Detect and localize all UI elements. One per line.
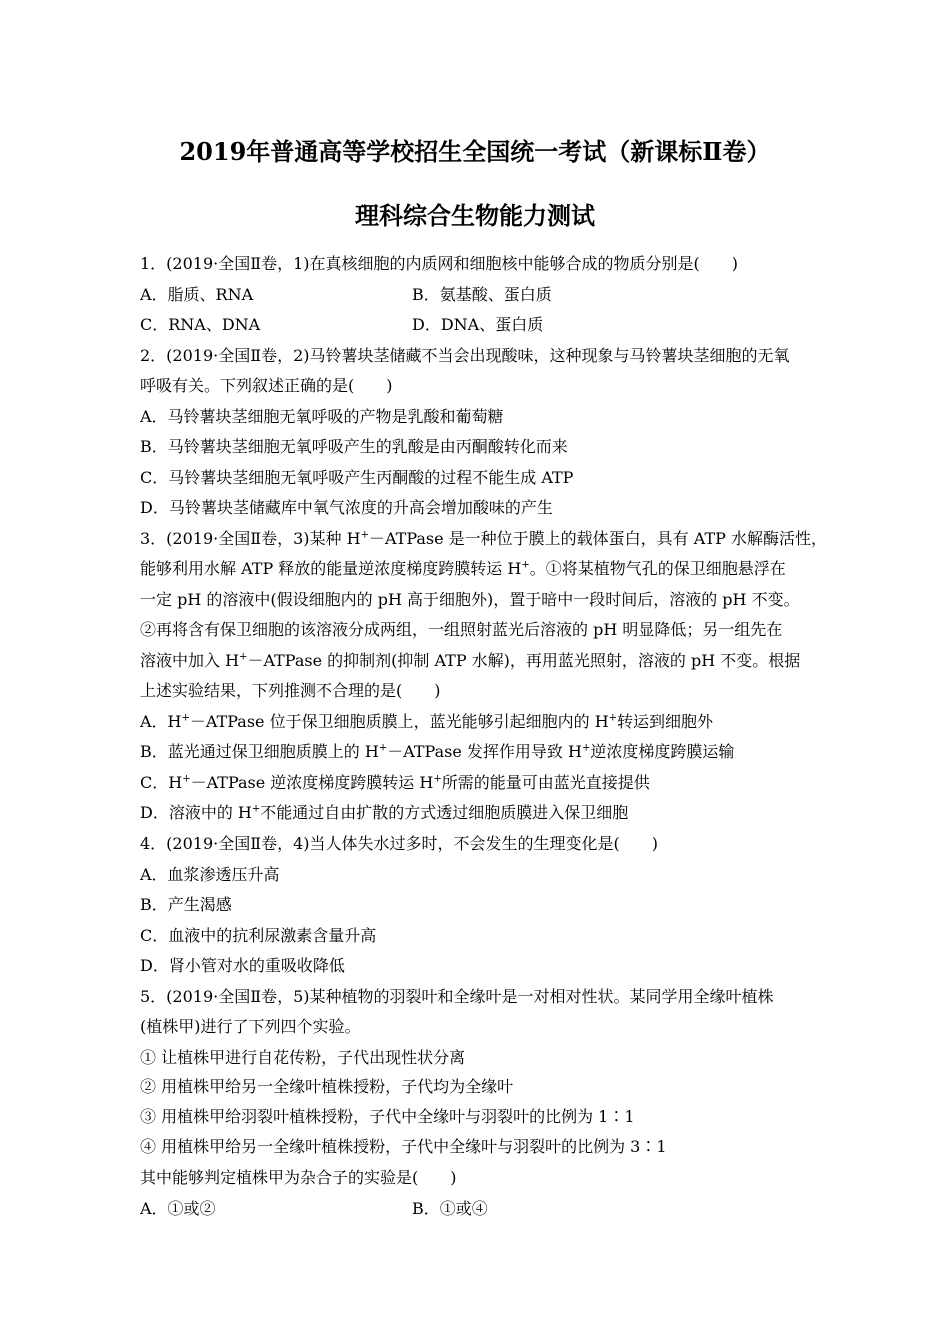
superscript-plus: + bbox=[433, 773, 442, 785]
question-2-option-a: A．马铃薯块茎细胞无氧呼吸的产物是乳酸和葡萄糖 bbox=[140, 407, 504, 426]
superscript-plus: + bbox=[239, 651, 248, 663]
question-5-experiment-1: ① 让植株甲进行自花传粉，子代出现性状分离 bbox=[140, 1048, 466, 1067]
text-segment: －ATPase 位于保卫细胞质膜上，蓝光能够引起细胞内的 H bbox=[189, 712, 609, 731]
question-3-option-d bbox=[140, 802, 628, 824]
question-2-option-d: D．马铃薯块茎储藏库中氧气浓度的升高会增加酸味的产生 bbox=[140, 498, 553, 517]
question-3-stem-line-6: 上述实验结果，下列推测不合理的是( ) bbox=[140, 681, 441, 700]
text-segment: D．溶液中的 H bbox=[140, 803, 252, 822]
question-3-stem-line-1 bbox=[140, 528, 827, 550]
text-segment: －ATPase 的抑制剂(抑制 ATP 水解)，再用蓝光照射，溶液的 pH 不变。根据 bbox=[247, 651, 801, 670]
question-5-prompt: 其中能够判定植株甲为杂合子的实验是( ) bbox=[140, 1168, 457, 1187]
text-segment: 逆浓度梯度跨膜运输 bbox=[590, 742, 735, 761]
question-5-experiment-4: ④ 用植株甲给另一全缘叶植株授粉，子代中全缘叶与羽裂叶的比例为 3∶1 bbox=[140, 1137, 667, 1156]
text-segment: －ATPase 逆浓度梯度跨膜转运 H bbox=[190, 773, 434, 792]
question-5-option-a: A．①或② bbox=[140, 1199, 216, 1218]
question-2-stem-line-1: 2．(2019·全国Ⅱ卷，2)马铃薯块茎储藏不当会出现酸味，这种现象与马铃薯块茎细胞的无氧 bbox=[140, 346, 790, 365]
question-4-option-b: B．产生渴感 bbox=[140, 895, 232, 914]
question-3-stem-line-4: ②再将含有保卫细胞的该溶液分成两组，一组照射蓝光后溶液的 pH 明显降低；另一组先在 bbox=[140, 620, 783, 639]
question-4-option-d: D．肾小管对水的重吸收降低 bbox=[140, 956, 345, 975]
question-5-experiment-2: ② 用植株甲给另一全缘叶植株授粉，子代均为全缘叶 bbox=[140, 1077, 514, 1096]
superscript-plus: + bbox=[181, 712, 190, 724]
text-segment: －ATPase 发挥作用导致 H bbox=[387, 742, 582, 761]
text-segment: C．H bbox=[140, 773, 183, 792]
superscript-plus: + bbox=[378, 742, 388, 754]
question-5-option-b: B．①或④ bbox=[412, 1199, 488, 1218]
question-1-option-a: A．脂质、RNA bbox=[140, 285, 254, 304]
text-segment: 3．(2019·全国Ⅱ卷，3)某种 H bbox=[140, 529, 361, 548]
question-2-stem-line-2: 呼吸有关。下列叙述正确的是( ) bbox=[140, 376, 393, 395]
question-4-stem: 4．(2019·全国Ⅱ卷，4)当人体失水过多时，不会发生的生理变化是( ) bbox=[140, 834, 659, 853]
text-segment: 。①将某植物气孔的保卫细胞悬浮在 bbox=[529, 559, 786, 578]
question-5-stem-line-2: (植株甲)进行了下列四个实验。 bbox=[140, 1017, 361, 1036]
question-3-option-a bbox=[140, 711, 713, 733]
superscript-plus: + bbox=[182, 773, 191, 785]
superscript-plus: + bbox=[581, 742, 591, 754]
superscript-plus: + bbox=[521, 559, 530, 571]
question-1-option-d: D．DNA、蛋白质 bbox=[412, 315, 544, 334]
question-2-option-c: C．马铃薯块茎细胞无氧呼吸产生丙酮酸的过程不能生成 ATP bbox=[140, 468, 574, 487]
question-3-option-c bbox=[140, 772, 650, 794]
text-segment: A．H bbox=[140, 712, 182, 731]
question-1-option-c: C．RNA、DNA bbox=[140, 315, 261, 334]
question-3-option-b bbox=[140, 741, 734, 763]
question-4-option-c: C．血液中的抗利尿激素含量升高 bbox=[140, 926, 377, 945]
question-3-stem-line-3: 一定 pH 的溶液中(假设细胞内的 pH 高于细胞外)，置于暗中一段时间后，溶液的 pH 不变。 bbox=[140, 590, 800, 609]
question-4-option-a: A．血浆渗透压升高 bbox=[140, 865, 280, 884]
question-1-option-b: B．氨基酸、蛋白质 bbox=[412, 285, 552, 304]
page-subtitle: 理科综合生物能力测试 bbox=[355, 201, 595, 230]
question-2-option-b: B．马铃薯块茎细胞无氧呼吸产生的乳酸是由丙酮酸转化而来 bbox=[140, 437, 568, 456]
question-1-stem: 1．(2019·全国Ⅱ卷，1)在真核细胞的内质网和细胞核中能够合成的物质分别是( ) bbox=[140, 254, 739, 273]
text-segment: 所需的能量可由蓝光直接提供 bbox=[441, 773, 650, 792]
page-title: 2019年普通高等学校招生全国统一考试（新课标Ⅱ卷） bbox=[179, 137, 771, 166]
question-3-stem-line-5 bbox=[140, 650, 800, 672]
superscript-plus: + bbox=[251, 803, 261, 815]
text-segment: 能够利用水解 ATP 释放的能量逆浓度梯度跨膜转运 H bbox=[140, 559, 522, 578]
question-3-stem-line-2 bbox=[140, 558, 786, 580]
superscript-plus: + bbox=[608, 712, 618, 724]
text-segment: 不能通过自由扩散的方式透过细胞质膜进入保卫细胞 bbox=[260, 803, 629, 822]
text-segment: 溶液中加入 H bbox=[140, 651, 240, 670]
text-segment: B．蓝光通过保卫细胞质膜上的 H bbox=[140, 742, 379, 761]
question-5-experiment-3: ③ 用植株甲给羽裂叶植株授粉，子代中全缘叶与羽裂叶的比例为 1∶1 bbox=[140, 1107, 635, 1126]
text-segment: －ATPase 是一种位于膜上的载体蛋白，具有 ATP 水解酶活性， bbox=[368, 529, 827, 548]
text-segment: 转运到细胞外 bbox=[617, 712, 714, 731]
superscript-plus: + bbox=[360, 529, 369, 541]
question-5-stem-line-1: 5．(2019·全国Ⅱ卷，5)某种植物的羽裂叶和全缘叶是一对相对性状。某同学用全缘叶植株 bbox=[140, 987, 774, 1006]
